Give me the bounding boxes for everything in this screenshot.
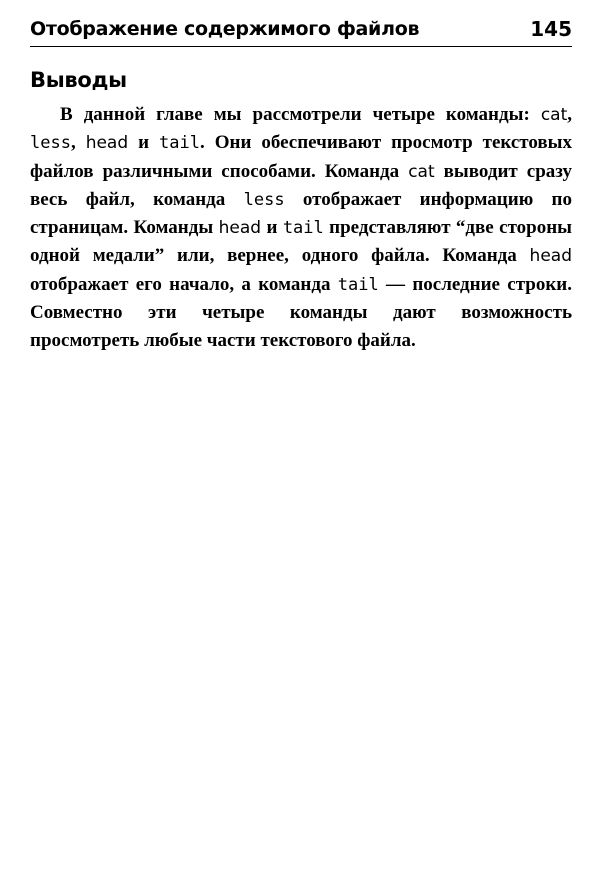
command-head: head <box>218 218 262 239</box>
command-tail: tail <box>159 133 200 154</box>
command-less: less <box>30 133 71 154</box>
command-head: head <box>85 133 129 154</box>
command-tail: tail <box>282 218 324 239</box>
running-header <box>30 16 572 47</box>
paragraph-text: отображает его начало, а команда <box>30 273 338 295</box>
paragraph-text: представляют “две стороны одной медали” или, вернее, одного файла. Команда <box>30 217 573 267</box>
paragraph-text: — последние строки. Совместно эти четыре команды дают возможность просмотреть любые части текстового файла. <box>30 273 572 352</box>
command-tail: tail <box>337 274 379 295</box>
paragraph-text: , <box>567 104 572 125</box>
paragraph-text: и <box>128 132 160 154</box>
paragraph-text: , <box>70 132 86 154</box>
paragraph-text: и <box>261 217 283 239</box>
header-title: Отображение содержимого файлов <box>30 18 420 40</box>
page-number: 145 <box>530 17 572 41</box>
paragraph-text: . Они обеспечивают просмотр текстовых файлов различными способами. Команда <box>30 132 573 182</box>
paragraph-text: В данной главе мы рассмотрели четыре команды: <box>60 104 541 125</box>
summary-paragraph <box>30 101 572 356</box>
command-cat: cat <box>540 105 568 125</box>
command-less: less <box>243 189 285 210</box>
paragraph-text: выводит сразу весь файл, команда <box>30 160 573 210</box>
paragraph-text: отображает информацию по страницам. Команды <box>30 188 572 239</box>
command-cat: cat <box>408 161 435 182</box>
section-heading: Выводы <box>30 68 127 92</box>
command-head: head <box>529 246 572 267</box>
